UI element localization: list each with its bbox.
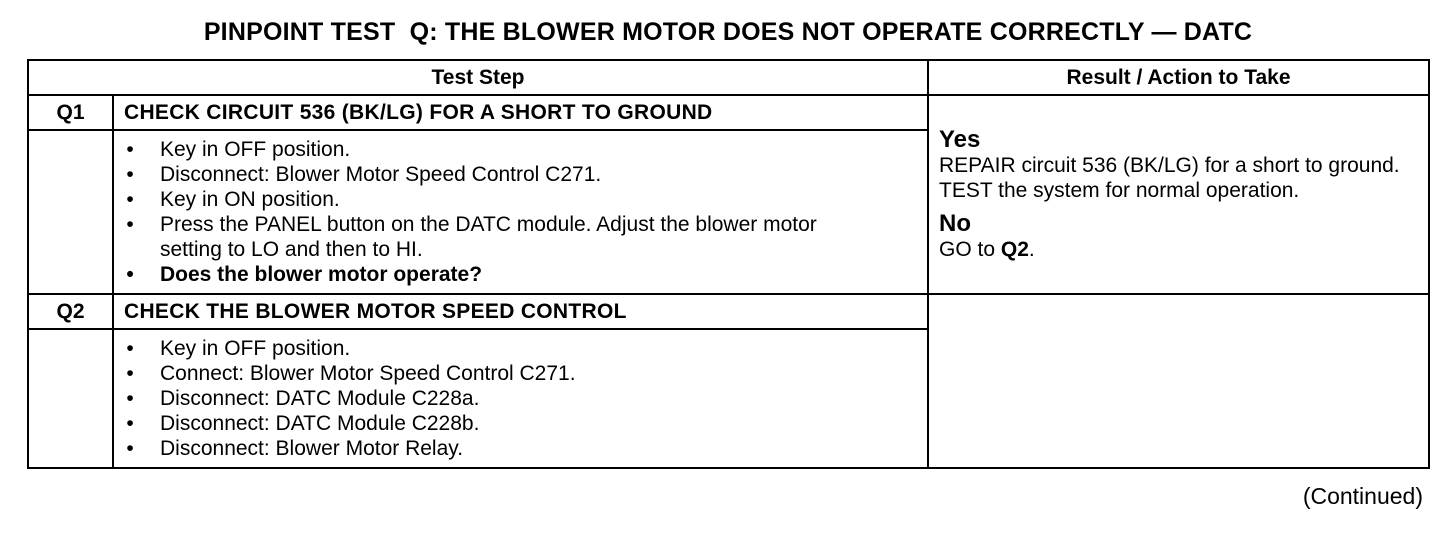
list-item: • Disconnect: Blower Motor Speed Control C271.: [114, 162, 927, 187]
pinpoint-test-table: [27, 59, 1430, 469]
step-q2-id-spacer: [28, 329, 113, 468]
bullet-icon: •: [126, 188, 134, 211]
list-item: • Does the blower motor operate?: [114, 262, 927, 287]
list-item: • Disconnect: Blower Motor Relay.: [114, 436, 927, 461]
list-item: • Disconnect: DATC Module C228a.: [114, 386, 927, 411]
bullet-icon: •: [126, 213, 134, 236]
continued-note: (Continued): [1302, 483, 1423, 509]
step-title-q1: CHECK CIRCUIT 536 (BK/LG) FOR A SHORT TO GROUND: [113, 95, 928, 130]
page-title: PINPOINT TEST Q: THE BLOWER MOTOR DOES NOT OPERATE CORRECTLY — DATC: [203, 18, 1253, 46]
step-title-q2: CHECK THE BLOWER MOTOR SPEED CONTROL: [113, 294, 928, 329]
bullet-icon: •: [126, 387, 134, 410]
step-q1-bullets-cell: [113, 130, 928, 294]
step-q2-title-row: [28, 294, 1429, 329]
list-item: • Disconnect: DATC Module C228b.: [114, 411, 927, 436]
bullet-icon: •: [126, 163, 134, 186]
step-id-q2: Q2: [28, 294, 113, 329]
step-q1-title-row: [28, 95, 1429, 130]
table-header-row: [28, 60, 1429, 95]
column-header-test-step: Test Step: [28, 60, 928, 95]
column-header-result-action: Result / Action to Take: [928, 60, 1429, 95]
result-yes-text: REPAIR circuit 536 (BK/LG) for a short to ground. TEST the system for normal operation.: [939, 154, 1400, 202]
bullet-icon: •: [126, 337, 134, 360]
result-no-target: Q2: [1000, 238, 1029, 261]
step-q2-bullet-list: [114, 330, 927, 467]
list-item: • Key in ON position.: [114, 187, 927, 212]
bullet-icon: •: [126, 412, 134, 435]
step-q1-id-spacer: [28, 130, 113, 294]
result-yes-label: Yes: [939, 126, 981, 153]
bullet-icon: •: [126, 362, 134, 385]
result-cell-q2: [928, 294, 1429, 468]
list-item: • Key in OFF position.: [114, 336, 927, 361]
bullet-icon: •: [126, 437, 134, 460]
list-item: • Connect: Blower Motor Speed Control C271.: [114, 361, 927, 386]
result-cell-q1: [928, 95, 1429, 294]
result-no-label: No: [939, 210, 971, 237]
bullet-icon: •: [126, 138, 134, 161]
step-id-q1: Q1: [28, 95, 113, 130]
step-q1-bullet-list: [114, 131, 927, 293]
result-no-text: GO to Q2.: [939, 238, 1035, 261]
step-q2-bullets-cell: [113, 329, 928, 468]
bullet-icon: •: [126, 263, 134, 286]
list-item: • Key in OFF position.: [114, 137, 927, 162]
list-item: • Press the PANEL button on the DATC module. Adjust the blower motor setting to LO and then to HI.: [114, 212, 927, 262]
